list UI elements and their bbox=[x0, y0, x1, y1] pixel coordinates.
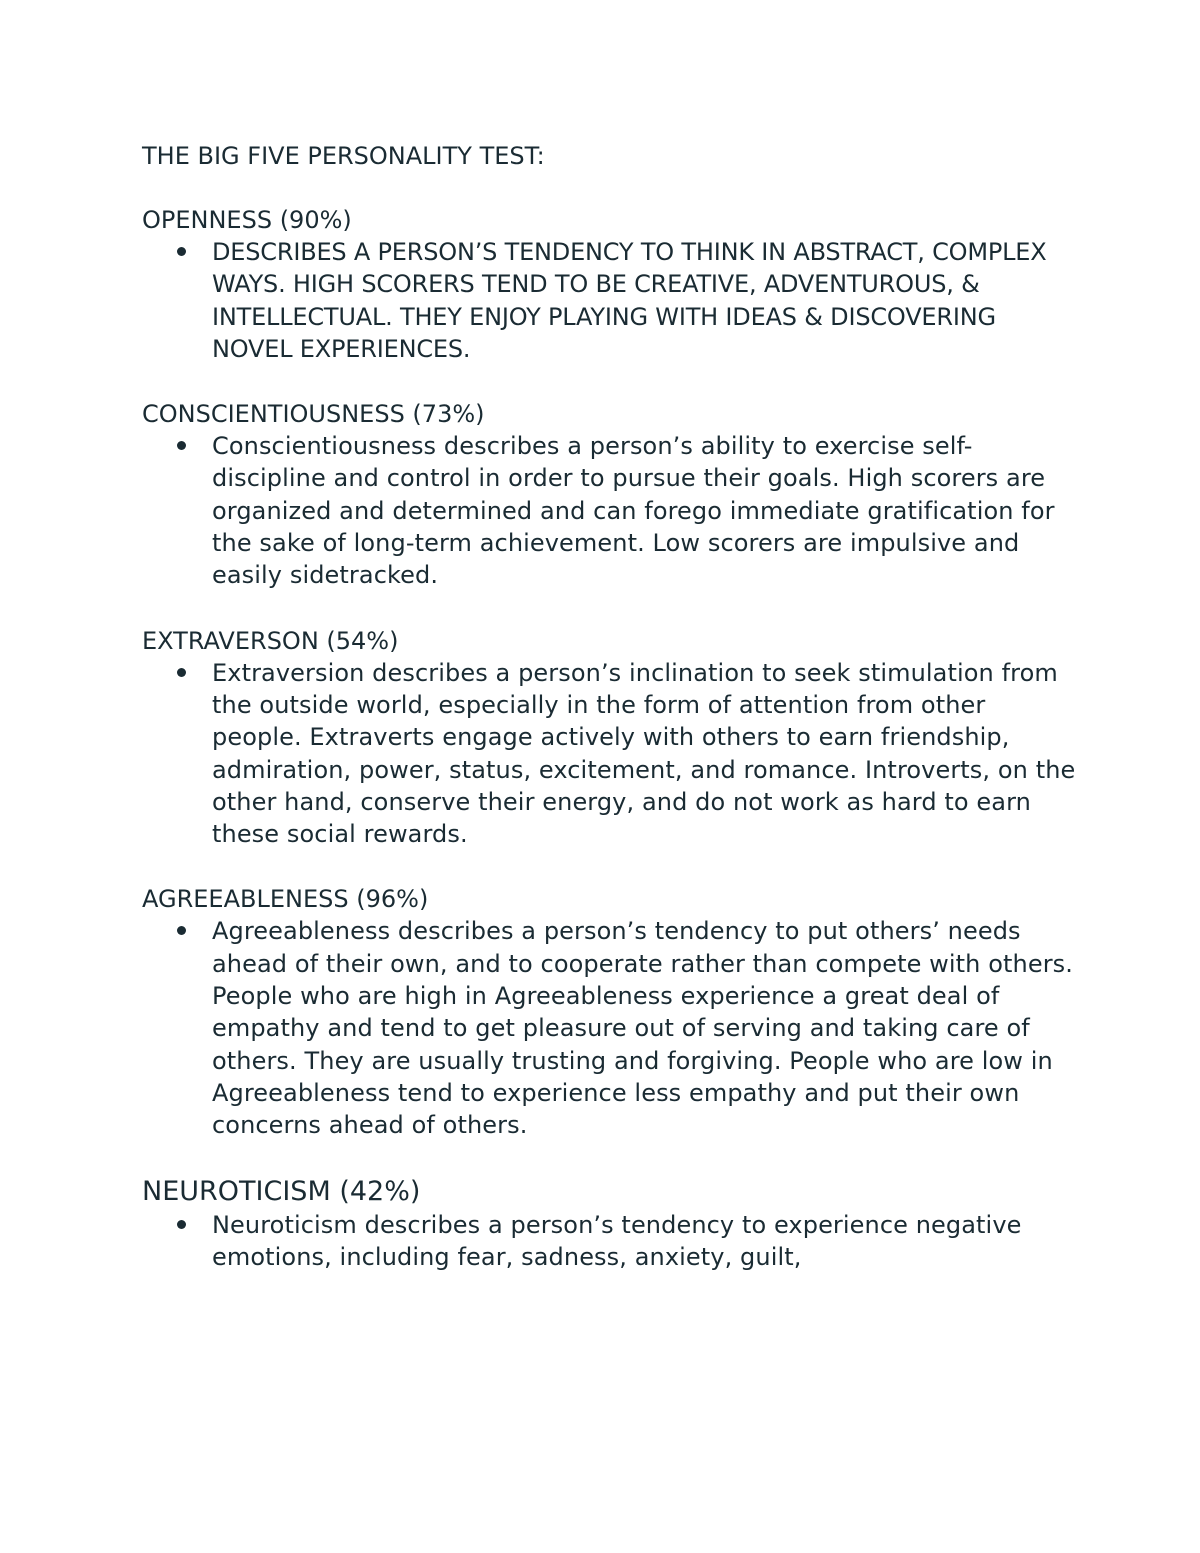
list-item bbox=[142, 236, 1082, 365]
document-title: THE BIG FIVE PERSONALITY TEST: bbox=[142, 142, 545, 170]
section-heading-conscientiousness: CONSCIENTIOUSNESS (73%) bbox=[142, 400, 485, 429]
section-text-extraversion: Extraversion describes a person’s inclination to seek stimulation from the outside world, especially in the form of attention from other people. Extraverts engage actively with others to earn friendship, admiration, power, status, excitement, and romance. Introverts, on the other hand, conserve their energy, and do not work as hard to earn these social rewards. bbox=[212, 658, 1076, 849]
section-heading-neuroticism: NEUROTICISM (42%) bbox=[142, 1175, 421, 1207]
section-text-openness: DESCRIBES A PERSON’S TENDENCY TO THINK IN ABSTRACT, COMPLEX WAYS. HIGH SCORERS TEND TO BE CREATIVE, ADVENTUROUS, & INTELLECTUAL. THEY ENJOY PLAYING WITH IDEAS & DISCOVERING NOVEL EXPERIENCES. bbox=[212, 238, 1047, 363]
bullet-list bbox=[142, 430, 1082, 591]
document-page bbox=[142, 140, 1082, 1306]
bullet-icon bbox=[177, 926, 186, 935]
bullet-list bbox=[142, 657, 1082, 851]
bullet-list bbox=[142, 236, 1082, 365]
bullet-icon bbox=[177, 247, 186, 256]
list-item bbox=[142, 430, 1082, 591]
list-item bbox=[142, 657, 1082, 851]
bullet-icon bbox=[177, 1220, 186, 1229]
bullet-list bbox=[142, 1209, 1082, 1274]
bullet-list bbox=[142, 915, 1082, 1141]
section-text-conscientiousness: Conscientiousness describes a person’s ability to exercise self-discipline and control in order to pursue their goals. High scorers are organized and determined and can forego immediate gratification for the sake of long-term achievement. Low scorers are impulsive and easily sidetracked. bbox=[212, 432, 1055, 590]
section-conscientiousness bbox=[142, 398, 1082, 591]
section-text-agreeableness: Agreeableness describes a person’s tendency to put others’ needs ahead of their own, and to cooperate rather than compete with others. People who are high in Agreeableness experience a great deal of empathy and tend to get pleasure out of serving and taking care of others. They are usually trusting and forgiving. People who are low in Agreeableness tend to experience less empathy and put their own concerns ahead of others. bbox=[212, 917, 1073, 1140]
section-text-neuroticism: Neuroticism describes a person’s tendency to experience negative emotions, including fear, sadness, anxiety, guilt, bbox=[212, 1210, 1022, 1271]
list-item bbox=[142, 915, 1082, 1141]
section-heading-extraversion: EXTRAVERSON (54%) bbox=[142, 626, 399, 655]
section-extraversion bbox=[142, 625, 1082, 851]
bullet-icon bbox=[177, 441, 186, 450]
section-openness bbox=[142, 204, 1082, 365]
section-neuroticism bbox=[142, 1175, 1082, 1274]
bullet-icon bbox=[177, 668, 186, 677]
list-item bbox=[142, 1209, 1082, 1274]
section-heading-openness: OPENNESS (90%) bbox=[142, 206, 352, 234]
section-agreeableness bbox=[142, 883, 1082, 1141]
section-heading-agreeableness: AGREEABLENESS (96%) bbox=[142, 885, 429, 914]
